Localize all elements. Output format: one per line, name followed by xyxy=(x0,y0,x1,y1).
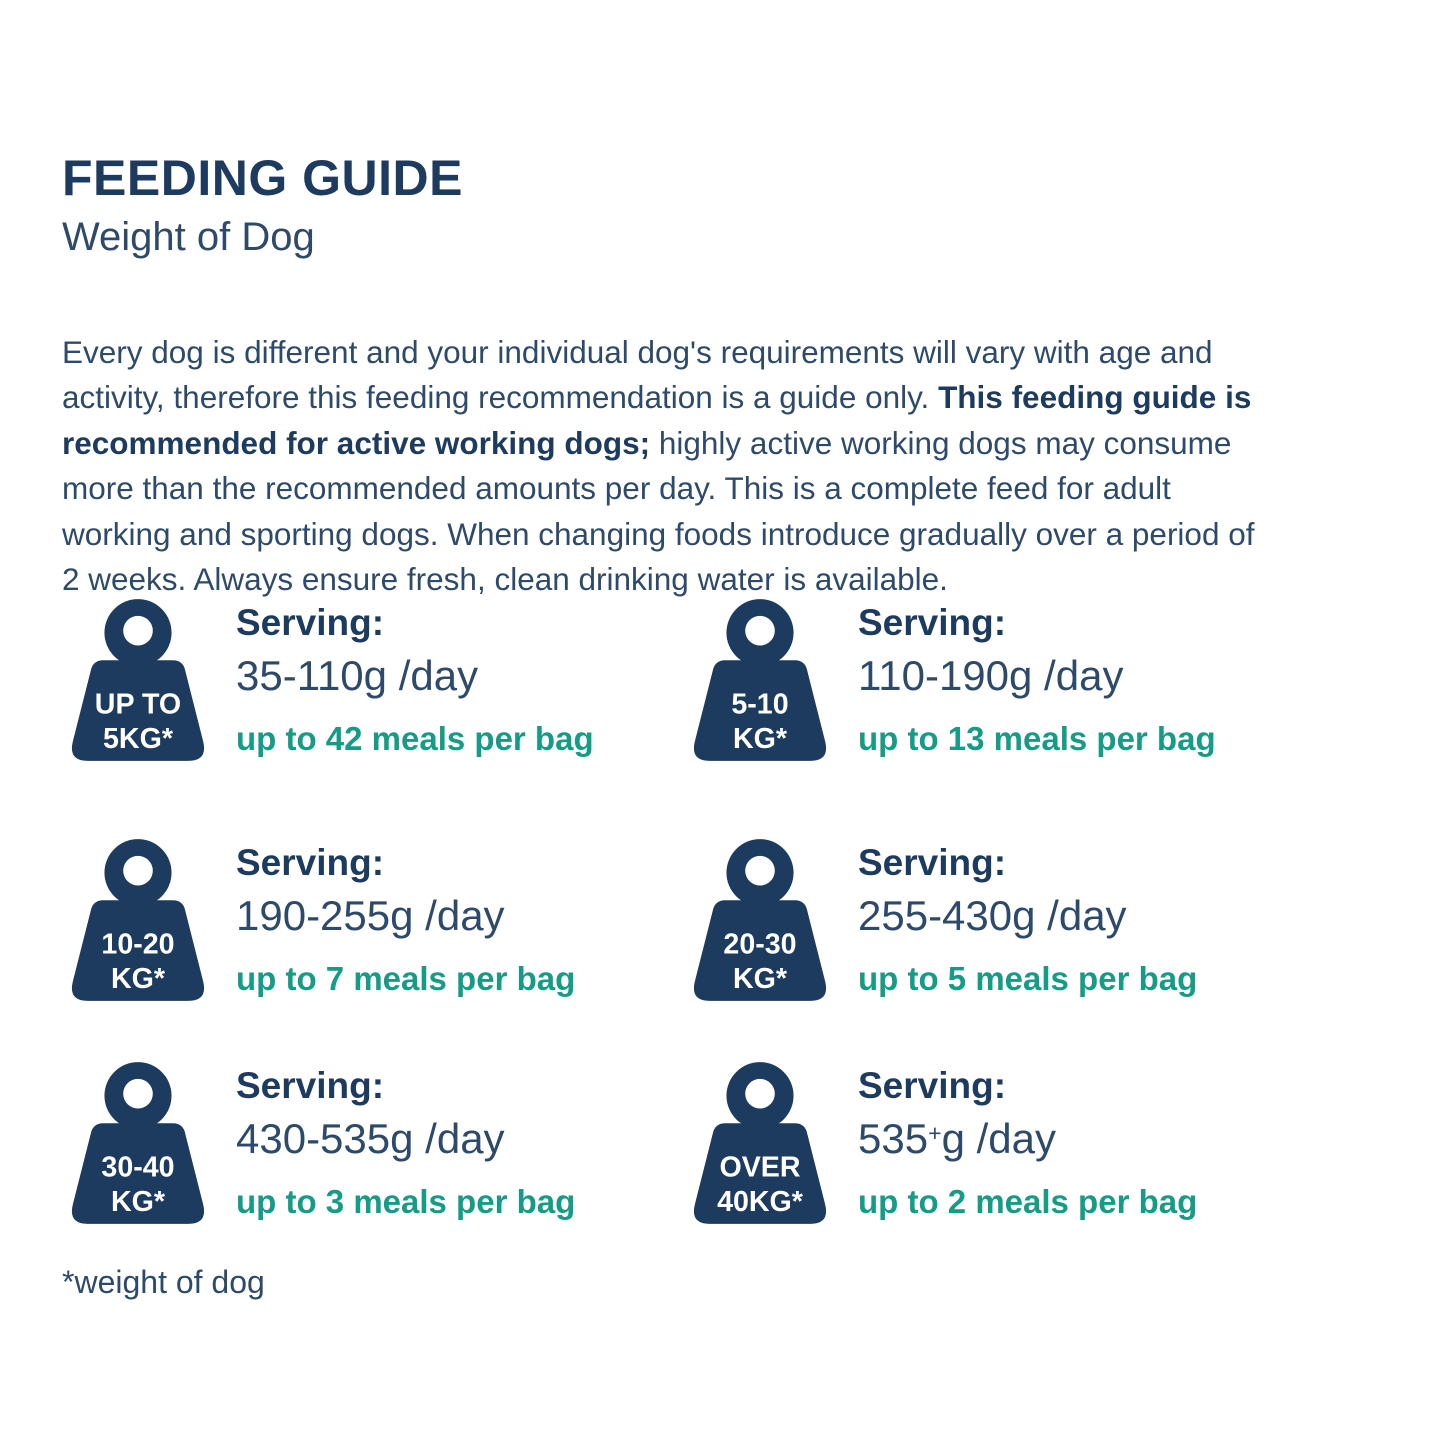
feeding-entry-5-10kg xyxy=(686,597,1216,767)
weight-range-line1: OVER xyxy=(719,1151,801,1184)
page-title: FEEDING GUIDE xyxy=(62,150,463,206)
serving-amount-value: 110-190 xyxy=(858,652,1010,699)
serving-amount xyxy=(236,891,575,947)
serving-label: Serving: xyxy=(858,1065,1007,1106)
serving-amount-unit: g /day xyxy=(390,892,505,939)
weight-icon xyxy=(64,837,212,1007)
meals-per-bag: up to 3 meals per bag xyxy=(236,1183,576,1220)
footnote: *weight of dog xyxy=(62,1264,265,1300)
serving-amount-unit: g /day xyxy=(363,652,479,699)
intro-text-before: Every dog is different and your individual dog's requirements will vary with age and activity, therefore this feeding recommendation is a guide only. xyxy=(62,333,1213,415)
serving-amount-unit: g /day xyxy=(1012,892,1127,939)
serving-label: Serving: xyxy=(236,842,385,883)
serving-amount-sup: + xyxy=(928,1120,942,1147)
feeding-entry-10-20kg xyxy=(64,837,575,1007)
serving-amount-value: 35-110 xyxy=(236,652,364,699)
serving-info xyxy=(858,597,1216,759)
weight-range-line1: 30-40 xyxy=(101,1151,175,1184)
weight-range-line1: 10-20 xyxy=(101,928,175,961)
weight-range-line2: 40KG* xyxy=(717,1186,803,1219)
serving-amount-value: 430-535 xyxy=(236,1115,391,1162)
weight-icon xyxy=(686,1060,834,1230)
feeding-entry-over-40kg xyxy=(686,1060,1197,1230)
meals-per-bag: up to 42 meals per bag xyxy=(236,720,594,757)
serving-amount-value: 190-255 xyxy=(236,892,391,939)
serving-info xyxy=(236,597,594,759)
serving-info xyxy=(858,1060,1197,1222)
serving-amount-value: 535 xyxy=(858,1115,929,1162)
serving-label: Serving: xyxy=(858,602,1007,643)
weight-range-line1: UP TO xyxy=(94,688,182,721)
weight-range-line2: KG* xyxy=(732,723,788,756)
weight-range-line2: KG* xyxy=(110,963,166,996)
feeding-entry-30-40kg xyxy=(64,1060,575,1230)
serving-label: Serving: xyxy=(858,842,1007,883)
serving-info xyxy=(236,1060,575,1222)
serving-amount-value: 255-430 xyxy=(858,892,1013,939)
serving-label: Serving: xyxy=(236,1065,385,1106)
weight-range-line1: 20-30 xyxy=(723,928,797,961)
feeding-entry-20-30kg xyxy=(686,837,1197,1007)
weight-icon xyxy=(686,597,834,767)
meals-per-bag: up to 5 meals per bag xyxy=(858,960,1198,997)
weight-range-line1: 5-10 xyxy=(731,688,789,721)
meals-per-bag: up to 13 meals per bag xyxy=(858,720,1216,757)
meals-per-bag: up to 7 meals per bag xyxy=(236,960,576,997)
weight-icon xyxy=(64,1060,212,1230)
serving-info xyxy=(236,837,575,999)
serving-amount-unit: g /day xyxy=(941,1115,1056,1162)
page-subtitle: Weight of Dog xyxy=(62,215,315,259)
feeding-entry-up-to-5kg xyxy=(64,597,594,767)
serving-amount-unit: g /day xyxy=(1009,652,1124,699)
serving-amount-unit: g /day xyxy=(390,1115,505,1162)
serving-amount xyxy=(858,891,1197,947)
serving-amount xyxy=(236,1114,575,1170)
weight-range-line2: 5KG* xyxy=(103,723,173,756)
serving-info xyxy=(858,837,1197,999)
weight-range-line2: KG* xyxy=(732,963,788,996)
serving-amount xyxy=(858,1114,1197,1170)
weight-icon xyxy=(64,597,212,767)
weight-range-line2: KG* xyxy=(110,1186,166,1219)
serving-amount xyxy=(236,651,594,707)
header xyxy=(62,150,463,260)
intro-text-after: highly active working dogs may consume more than the recommended amounts per day. This is a complete feed for adult working and sporting dogs. When changing foods introduce gradually over a period of 2 weeks. Always ensure fresh, clean drinking water is available. xyxy=(62,424,1255,597)
intro-paragraph xyxy=(62,330,1257,603)
serving-label: Serving: xyxy=(236,602,385,643)
serving-amount xyxy=(858,651,1216,707)
weight-icon xyxy=(686,837,834,1007)
intro-bold-text: This feeding guide is recommended for active working dogs; xyxy=(62,379,1252,461)
meals-per-bag: up to 2 meals per bag xyxy=(858,1183,1198,1220)
